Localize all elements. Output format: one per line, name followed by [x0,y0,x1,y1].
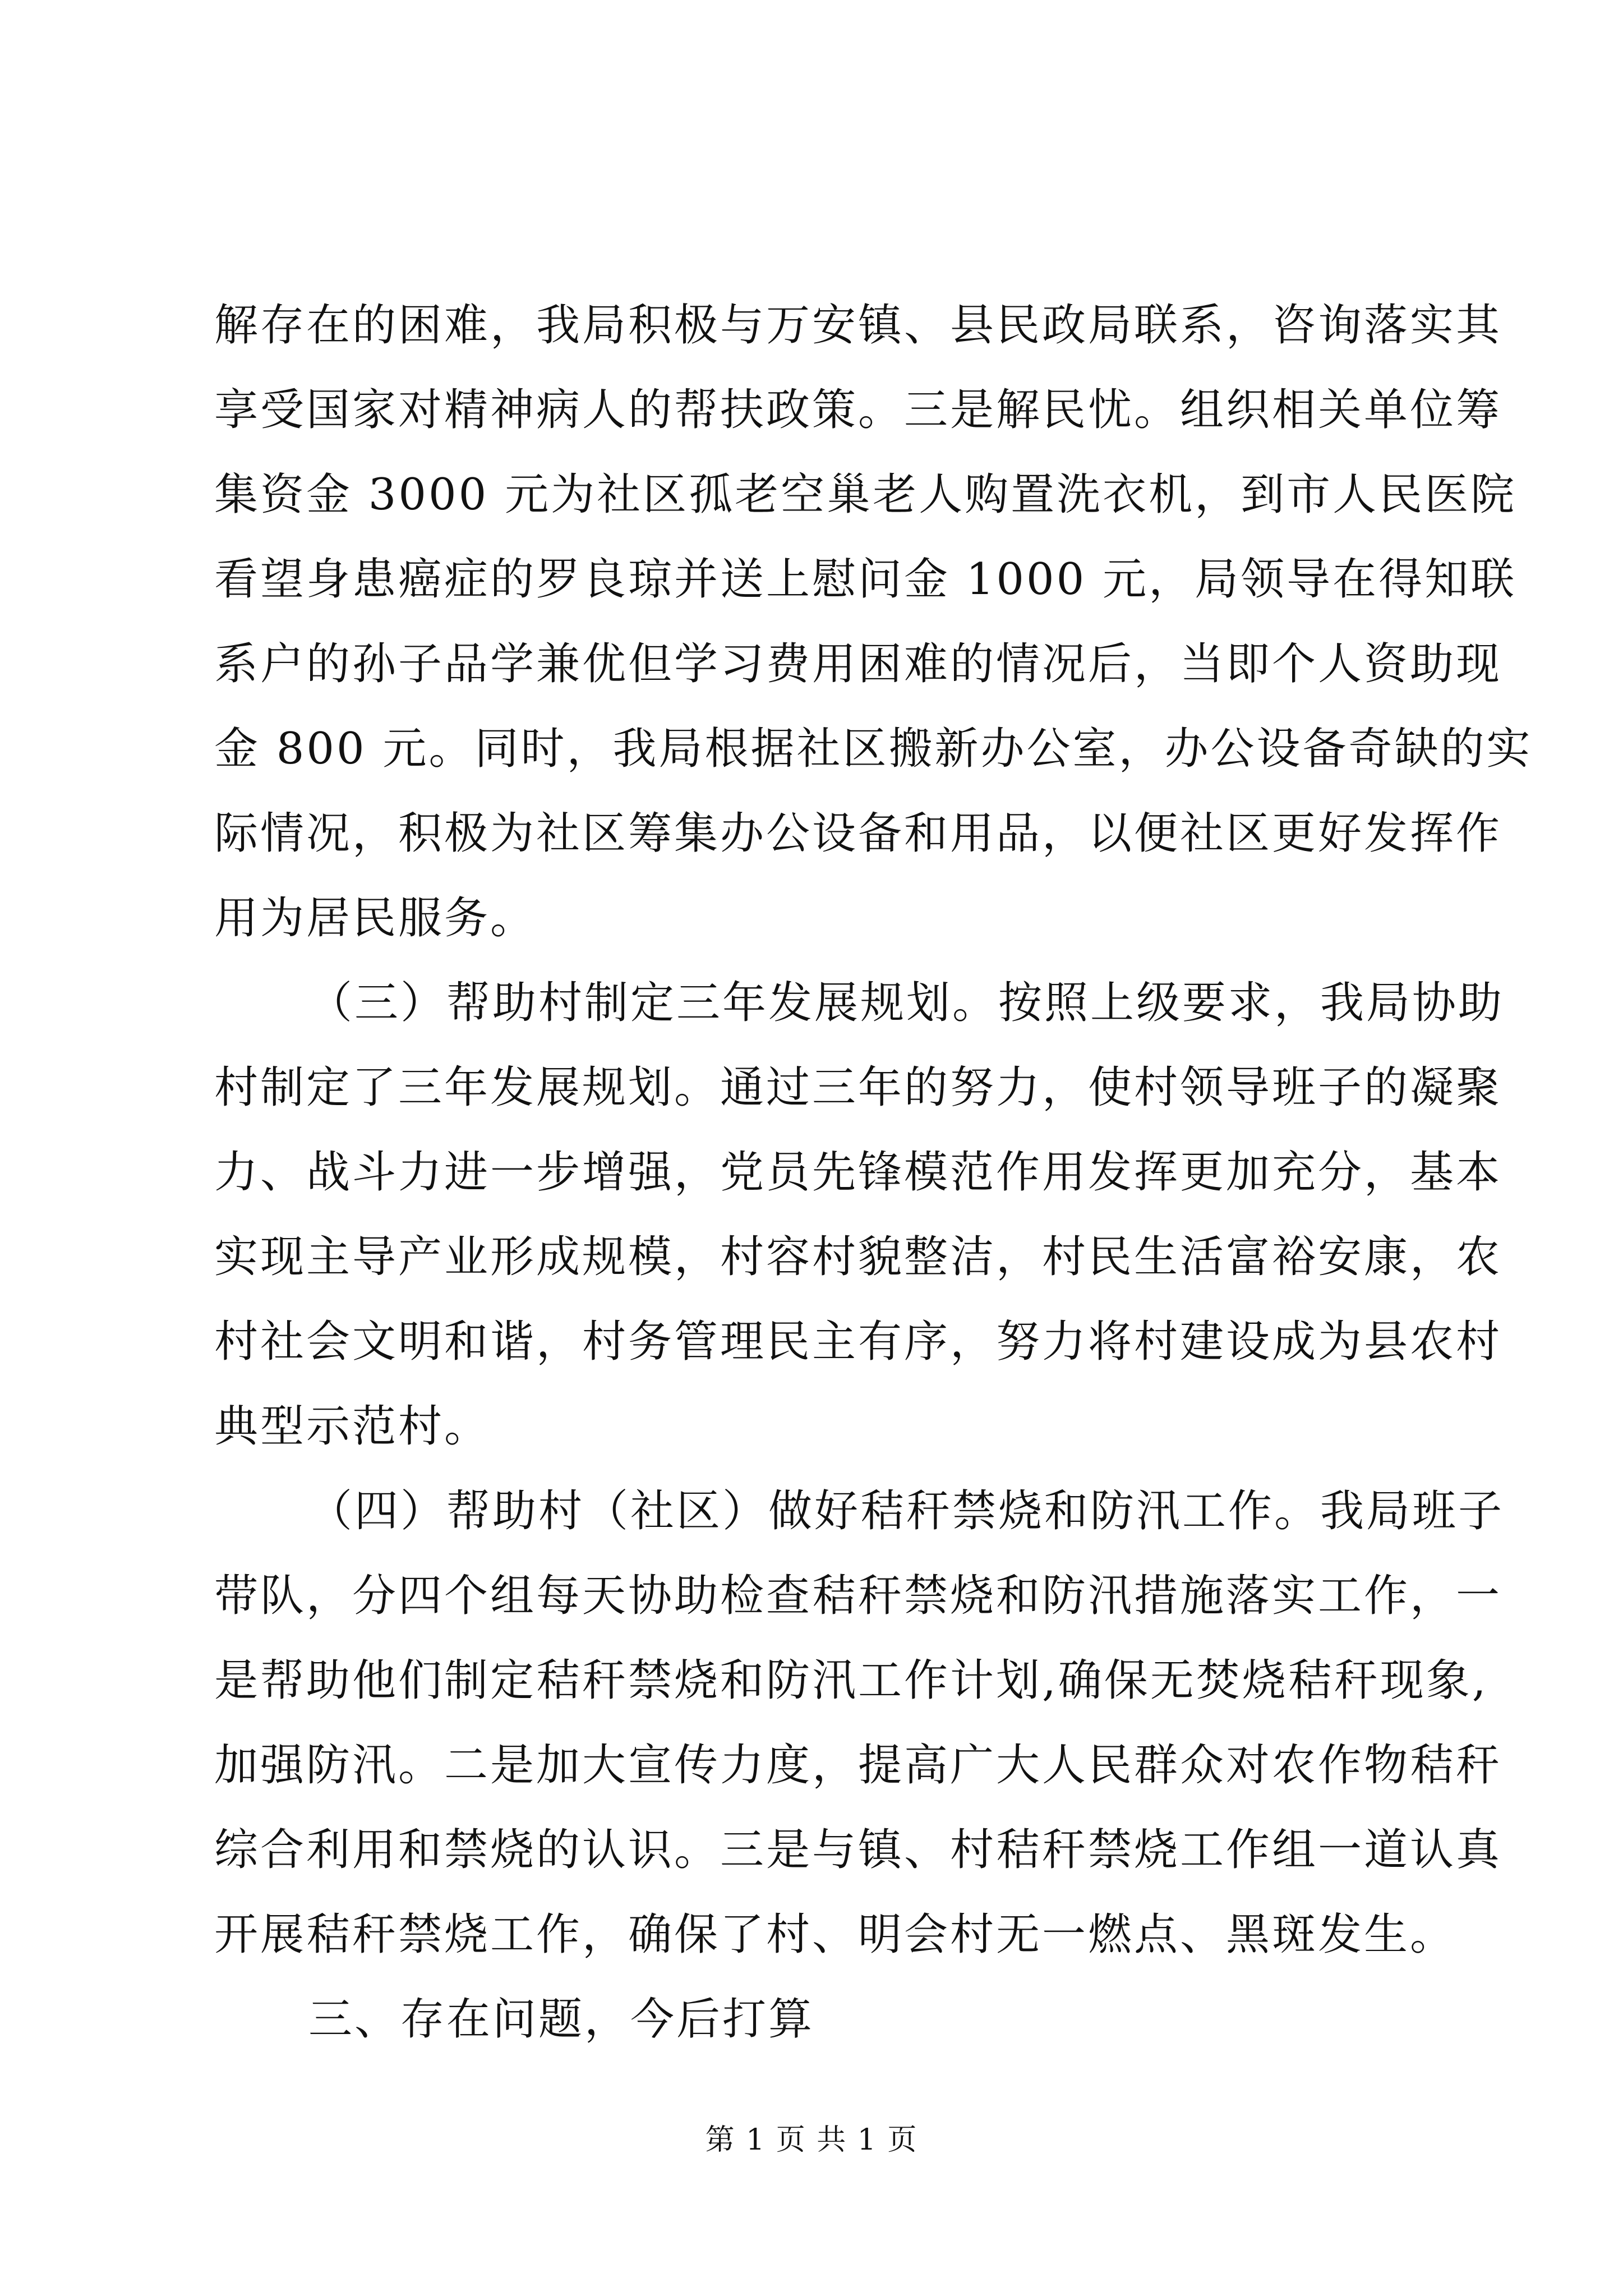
text-line: 力、战斗力进一步增强，党员先锋模范作用发挥更加充分，基本 [214,1147,1502,1198]
text-line: 是帮助他们制定秸秆禁烧和防汛工作计划,确保无焚烧秸秆现象, [214,1655,1488,1706]
text-line: 加强防汛。二是加大宣传力度，提高广大人民群众对农作物秸秆 [214,1740,1502,1791]
paragraph-heading-4: （四）帮助村（社区）做好秸秆禁烧和防汛工作。我局班子 [308,1486,1505,1536]
text-line: 村制定了三年发展规划。通过三年的努力，使村领导班子的凝聚 [214,1062,1502,1113]
text-line: 综合利用和禁烧的认识。三是与镇、村秸秆禁烧工作组一道认真 [214,1825,1502,1875]
text-line: 享受国家对精神病人的帮扶政策。三是解民忧。组织相关单位筹 [214,385,1502,435]
text-line: 际情况，积极为社区筹集办公设备和用品，以便社区更好发挥作 [214,808,1502,859]
text-line: 金 800 元。同时，我局根据社区搬新办公室，办公设备奇缺的实 [214,724,1533,774]
text-line: 解存在的困难，我局积极与万安镇、县民政局联系，咨询落实其 [214,300,1502,351]
text-line: 典型示范村。 [214,1401,491,1452]
text-line: 村社会文明和谐，村务管理民主有序，努力将村建设成为县农村 [214,1317,1502,1367]
text-line: 集资金 3000 元为社区孤老空巢老人购置洗衣机，到市人民医院 [214,470,1517,520]
text-line: 开展秸秆禁烧工作，确保了村、明会村无一燃点、黑斑发生。 [214,1910,1456,1960]
page-number-footer: 第 1 页 共 1 页 [705,2123,918,2157]
section-heading: 三、存在问题，今后打算 [308,1994,815,2045]
text-line: 用为居民服务。 [214,893,537,944]
document-body [214,283,1533,2062]
text-line: 实现主导产业形成规模，村容村貌整洁，村民生活富裕安康，农 [214,1232,1502,1282]
paragraph-heading-3: （三）帮助村制定三年发展规划。按照上级要求，我局协助 [308,978,1505,1028]
text-line: 带队，分四个组每天协助检查秸秆禁烧和防汛措施落实工作，一 [214,1571,1502,1621]
text-line: 看望身患癌症的罗良琼并送上慰问金 1000 元，局领导在得知联 [214,554,1517,605]
text-line: 系户的孙子品学兼优但学习费用困难的情况后，当即个人资助现 [214,639,1502,689]
